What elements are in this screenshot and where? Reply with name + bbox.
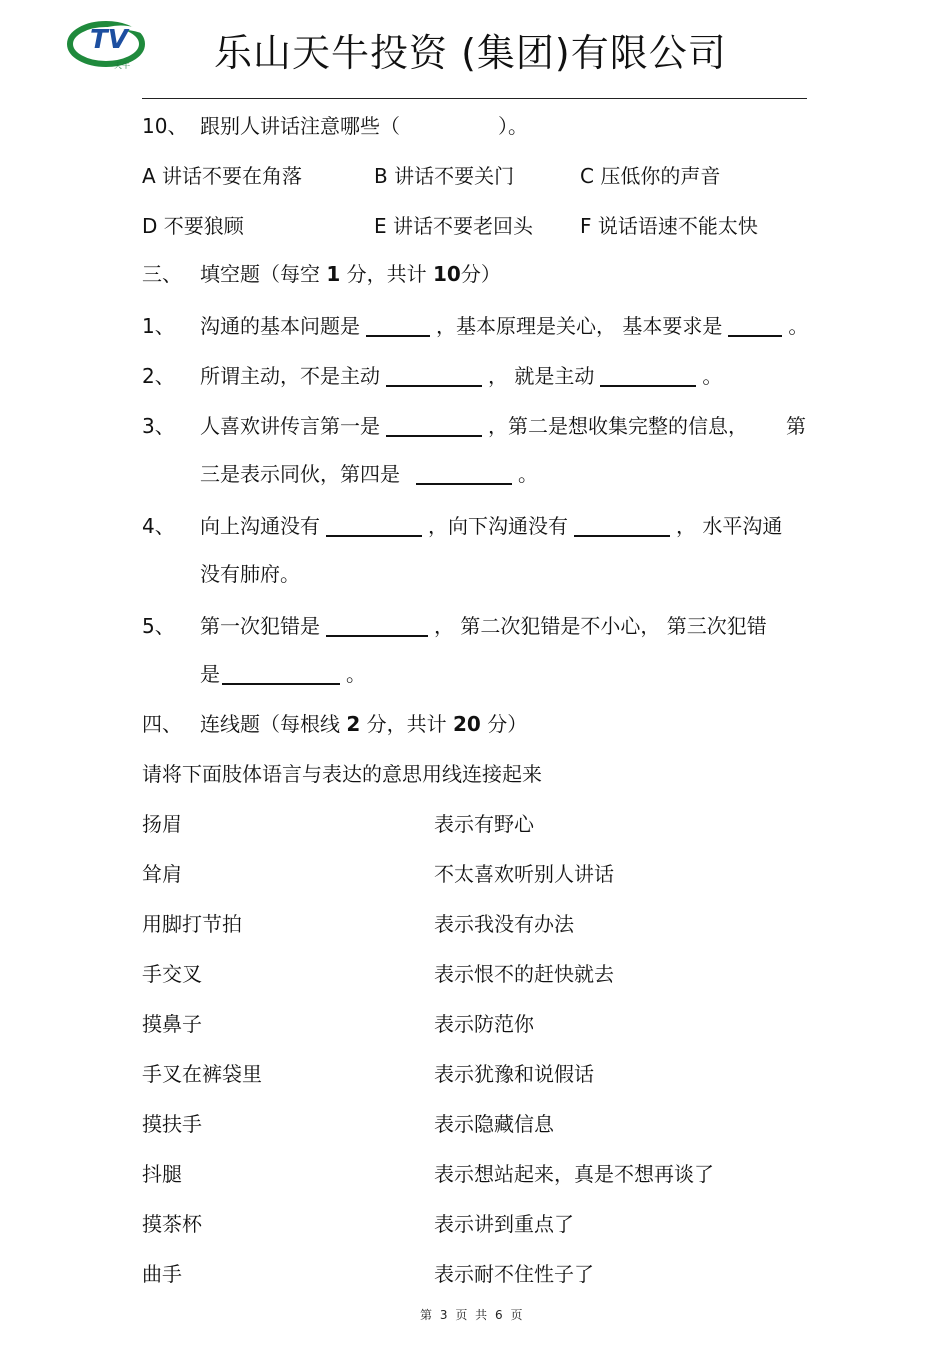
question-text: 。: [346, 662, 366, 686]
page-footer: [420, 1306, 522, 1323]
section-number: 三、: [142, 262, 182, 286]
option-b: B 讲话不要关门: [374, 164, 515, 188]
fill-question-1: [142, 312, 808, 340]
section-total: 10: [433, 262, 461, 286]
section-title: 连线题（每根线: [200, 712, 340, 736]
match-right-item[interactable]: 表示防范你: [434, 1012, 534, 1036]
header-divider: [142, 98, 807, 99]
fill-question-2: [142, 362, 722, 390]
match-left-item[interactable]: 耸肩: [142, 862, 182, 886]
question-number: 1、: [142, 314, 175, 338]
question-text: 沟通的基本问题是: [200, 314, 360, 338]
section-title-end: 分）: [460, 262, 501, 286]
total-pages: 6: [495, 1308, 503, 1322]
match-left-item[interactable]: 用脚打节拍: [142, 912, 242, 936]
match-right-item[interactable]: 表示隐藏信息: [434, 1112, 554, 1136]
answer-blank[interactable]: [326, 515, 422, 537]
fill-question-3: [142, 412, 748, 440]
match-left-item[interactable]: 摸扶手: [142, 1112, 202, 1136]
question-10: [142, 112, 528, 140]
section-title-mid: 分，共计: [366, 712, 447, 736]
section-3-heading: [142, 260, 501, 288]
question-number: 2、: [142, 364, 175, 388]
question-text: 三是表示同伙，第四是: [200, 462, 400, 486]
match-right-item[interactable]: 表示讲到重点了: [434, 1212, 574, 1236]
match-left-item[interactable]: 曲手: [142, 1262, 182, 1286]
option-e: E 讲话不要老回头: [374, 214, 533, 238]
match-right-item[interactable]: 表示想站起来，真是不想再谈了: [434, 1162, 714, 1186]
option-a: A 讲话不要在角落: [142, 164, 303, 188]
page-title: 乐山天牛投资 (集团)有限公司: [214, 31, 727, 75]
match-right-item[interactable]: 表示恨不的赶快就去: [434, 962, 614, 986]
section-title-end: 分）: [487, 712, 528, 736]
fill-question-3-line-2: [200, 460, 538, 488]
match-left-item[interactable]: 扬眉: [142, 812, 182, 836]
answer-blank[interactable]: [222, 663, 340, 685]
points-per-line: 2: [346, 712, 361, 736]
question-text: 是: [200, 662, 220, 686]
question-text: 向上沟通没有: [200, 514, 320, 538]
svg-text:TV: TV: [90, 25, 128, 55]
match-left-item[interactable]: 手交叉: [142, 962, 202, 986]
section-number: 四、: [142, 712, 182, 736]
match-right-item[interactable]: 表示犹豫和说假话: [434, 1062, 594, 1086]
question-text: ，基本原理是关心， 基本要求是: [436, 314, 723, 338]
question-text: ，向下沟通没有: [428, 514, 568, 538]
answer-blank[interactable]: [386, 365, 482, 387]
logo-caption: 天牛: [114, 61, 130, 70]
answer-blank[interactable]: [326, 615, 428, 637]
fill-question-4: [142, 512, 782, 540]
question-text: 。: [518, 462, 538, 486]
option-f: F 说话语速不能太快: [580, 214, 758, 238]
question-number: 4、: [142, 514, 175, 538]
match-left-item[interactable]: 摸鼻子: [142, 1012, 202, 1036]
footer-text: 共: [475, 1308, 488, 1322]
question-text-end: ）。: [498, 114, 528, 138]
question-number: 3、: [142, 414, 175, 438]
match-left-item[interactable]: 抖腿: [142, 1162, 182, 1186]
section-title: 填空题（每空: [200, 262, 320, 286]
fill-question-4-line-2: 没有肺府。: [200, 562, 300, 586]
matching-instruction: 请将下面肢体语言与表达的意思用线连接起来: [142, 762, 542, 786]
answer-blank[interactable]: [416, 463, 512, 485]
match-right-item[interactable]: 表示我没有办法: [434, 912, 574, 936]
option-d: D 不要狼顾: [142, 214, 244, 238]
match-right-item[interactable]: 表示耐不住性子了: [434, 1262, 594, 1286]
option-c: C 压低你的声音: [580, 164, 721, 188]
match-left-item[interactable]: 手叉在裤袋里: [142, 1062, 262, 1086]
points-per-blank: 1: [326, 262, 341, 286]
question-text: ， 水平沟通: [676, 514, 783, 538]
answer-blank[interactable]: [728, 315, 782, 337]
page-number: 3: [439, 1308, 448, 1322]
fill-question-5: [142, 612, 767, 640]
question-text: 。: [702, 364, 723, 388]
answer-blank[interactable]: [386, 415, 482, 437]
question-text: 。: [788, 314, 809, 338]
footer-text: 页: [455, 1308, 468, 1322]
question-text: 第一次犯错是: [200, 614, 320, 638]
question-text: 跟别人讲话注意哪些（: [200, 114, 400, 138]
answer-blank[interactable]: [366, 315, 430, 337]
question-text: ， 就是主动: [488, 364, 595, 388]
question-number: 5、: [142, 614, 175, 638]
match-left-item[interactable]: 摸茶杯: [142, 1212, 202, 1236]
section-4-heading: [142, 710, 527, 738]
match-right-item[interactable]: 不太喜欢听别人讲话: [434, 862, 614, 886]
footer-text: 第: [420, 1308, 433, 1322]
section-total: 20: [453, 712, 481, 736]
question-text: ，第二是想收集完整的信息，: [488, 414, 748, 438]
match-right-item[interactable]: 表示有野心: [434, 812, 534, 836]
answer-blank[interactable]: [600, 365, 696, 387]
section-title-mid: 分，共计: [346, 262, 427, 286]
question-number: 10、: [142, 114, 188, 138]
question-text-wrap: 第: [786, 414, 806, 438]
question-text: 所谓主动，不是主动: [200, 364, 380, 388]
fill-question-5-line-2: [200, 660, 366, 688]
question-text: 人喜欢讲传言第一是: [200, 414, 380, 438]
footer-text: 页: [510, 1308, 523, 1322]
question-text: ， 第二次犯错是不小心， 第三次犯错: [434, 614, 767, 638]
answer-blank[interactable]: [574, 515, 670, 537]
